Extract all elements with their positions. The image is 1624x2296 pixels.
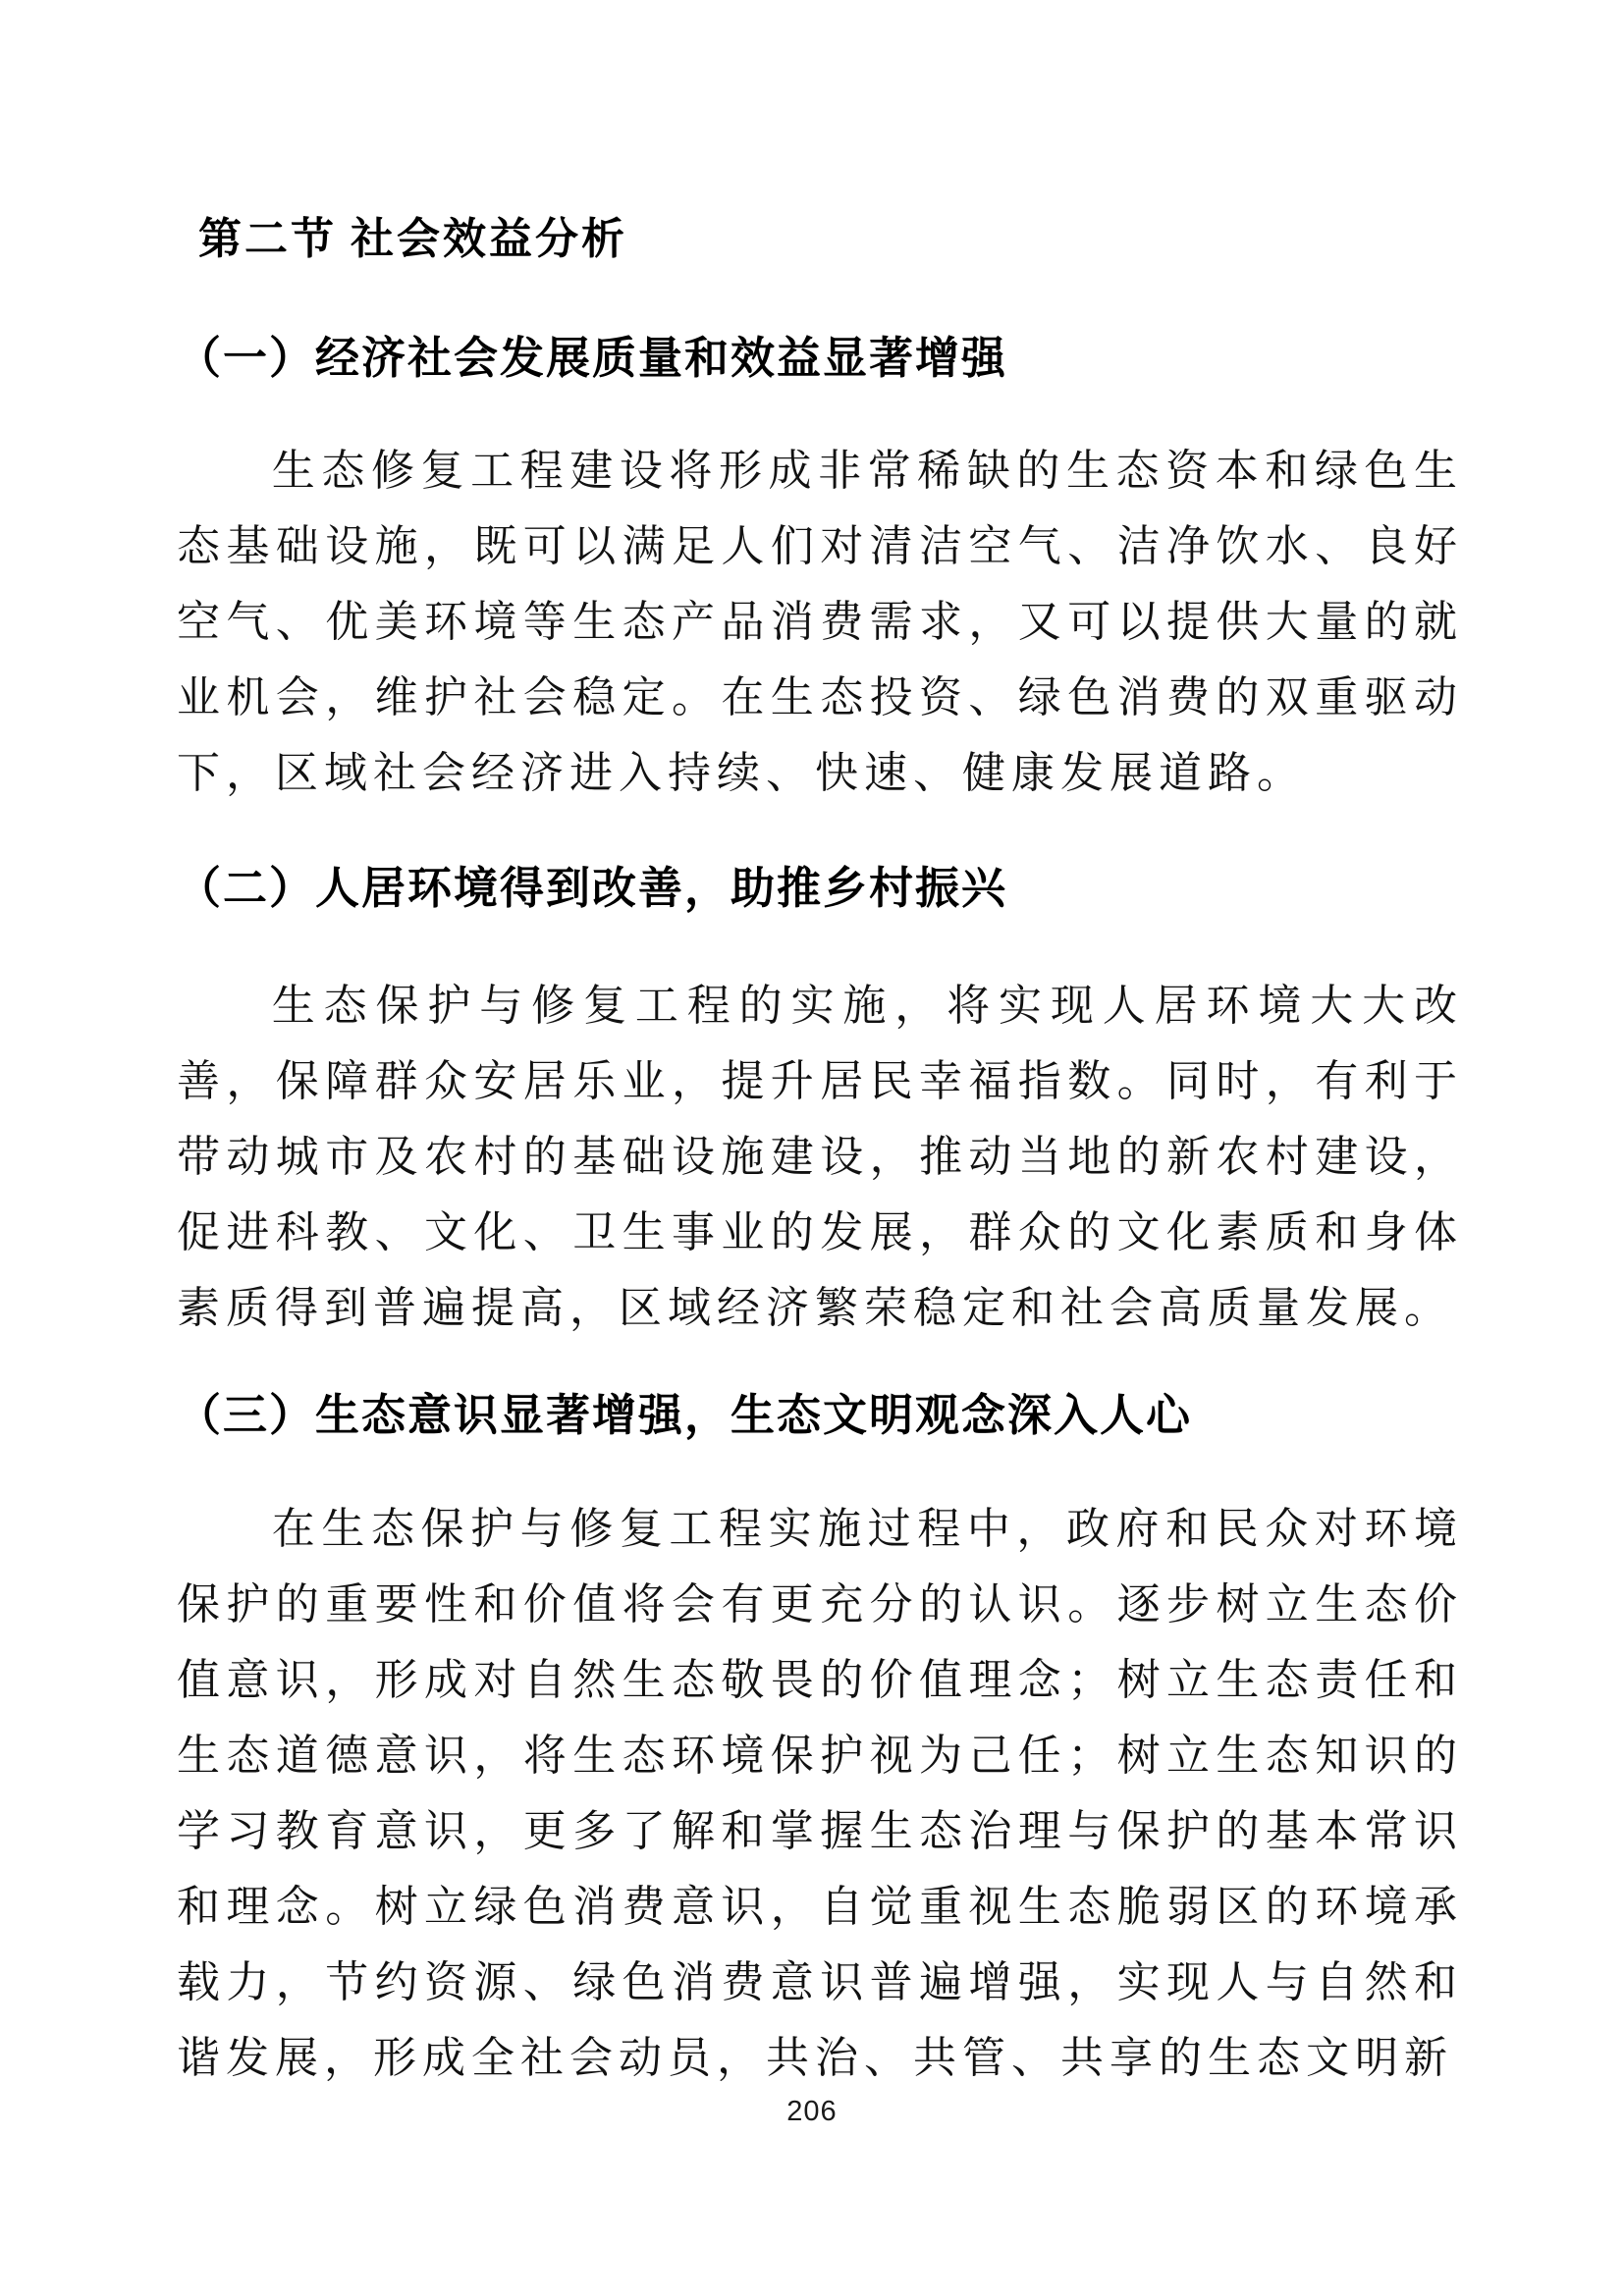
subsection-3-paragraph: 在生态保护与修复工程实施过程中，政府和民众对环境保护的重要性和价值将会有更充分的认识。逐步树立生态价值意识，形成对自然生态敬畏的价值理念；树立生态责任和生态道德意识，将生态环境保护视为己任；树立生态知识的学习教育意识，更多了解和掌握生态治理与保护的基本常识和理念。树立绿色消费意识，自觉重视生态脆弱区的环境承载力，节约资源、绿色消费意识普遍增强，实现人与自然和谐发展，形成全社会动员，共治、共管、共享的生态文明新 xyxy=(177,1505,1463,2082)
subsection-3 xyxy=(177,1389,1463,2096)
text-column xyxy=(0,214,1624,2096)
subsection-1-heading: （一）经济社会发展质量和效益显著增强 xyxy=(177,334,1008,383)
subsection-2-paragraph: 生态保护与修复工程的实施，将实现人居环境大大改善，保障群众安居乐业，提升居民幸福指数。同时，有利于带动城市及农村的基础设施建设，推动当地的新农村建设，促进科教、文化、卫生事业的发展，群众的文化素质和身体素质得到普遍提高，区域经济繁荣稳定和社会高质量发展。 xyxy=(177,982,1463,1332)
subsection-1-paragraph: 生态修复工程建设将形成非常稀缺的生态资本和绿色生态基础设施，既可以满足人们对清洁空气、洁净饮水、良好空气、优美环境等生态产品消费需求，又可以提供大量的就业机会，维护社会稳定。在生态投资、绿色消费的双重驱动下，区域社会经济进入持续、快速、健康发展道路。 xyxy=(177,447,1463,797)
section-title: 第二节 社会效益分析 xyxy=(198,215,627,263)
page-number: 206 xyxy=(786,2096,838,2127)
subsection-1 xyxy=(177,332,1463,811)
subsection-2 xyxy=(177,862,1463,1346)
subsection-2-heading: （二）人居环境得到改善，助推乡村振兴 xyxy=(177,864,1008,913)
subsection-3-heading: （三）生态意识显著增强，生态文明观念深入人心 xyxy=(177,1391,1193,1440)
